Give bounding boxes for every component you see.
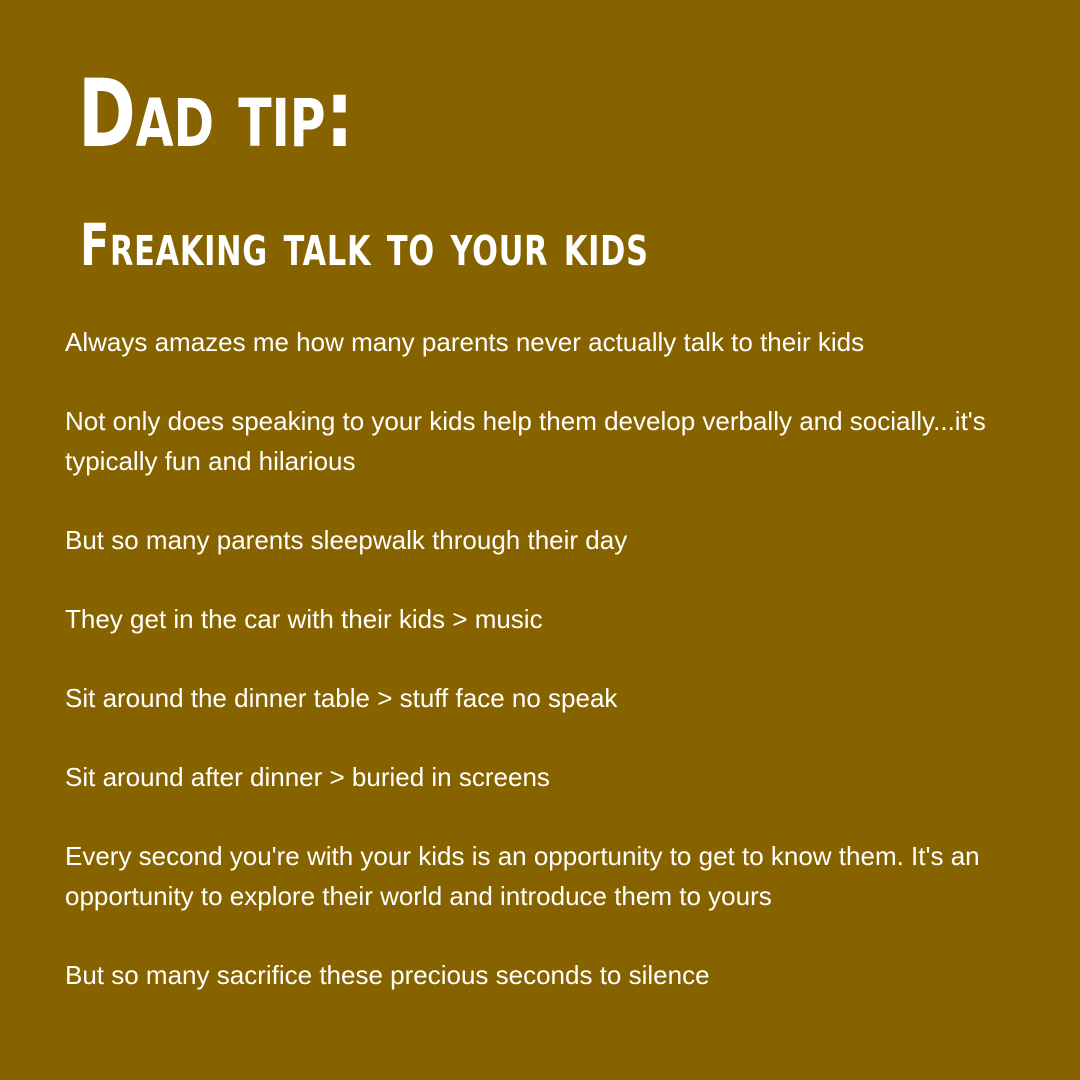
paragraph: Always amazes me how many parents never actually talk to their kids [65, 327, 865, 357]
paragraph: Sit around the dinner table > stuff face no speak [65, 683, 618, 713]
paragraph: Not only does speaking to your kids help them develop verbally and socially...it's typically fun and hilarious [65, 406, 986, 476]
paragraph: Sit around after dinner > buried in screens [65, 762, 550, 792]
paragraph: But so many sacrifice these precious seconds to silence [65, 960, 710, 990]
subtitle: Freaking talk to your kids [80, 211, 649, 279]
paragraph: But so many parents sleepwalk through their day [65, 525, 628, 555]
title: Dad tip: [78, 60, 354, 169]
body-text [65, 322, 1045, 1034]
paragraph: They get in the car with their kids > music [65, 604, 543, 634]
paragraph: Every second you're with your kids is an opportunity to get to know them. It's an opportunity to explore their world and introduce them to yours [65, 841, 980, 911]
